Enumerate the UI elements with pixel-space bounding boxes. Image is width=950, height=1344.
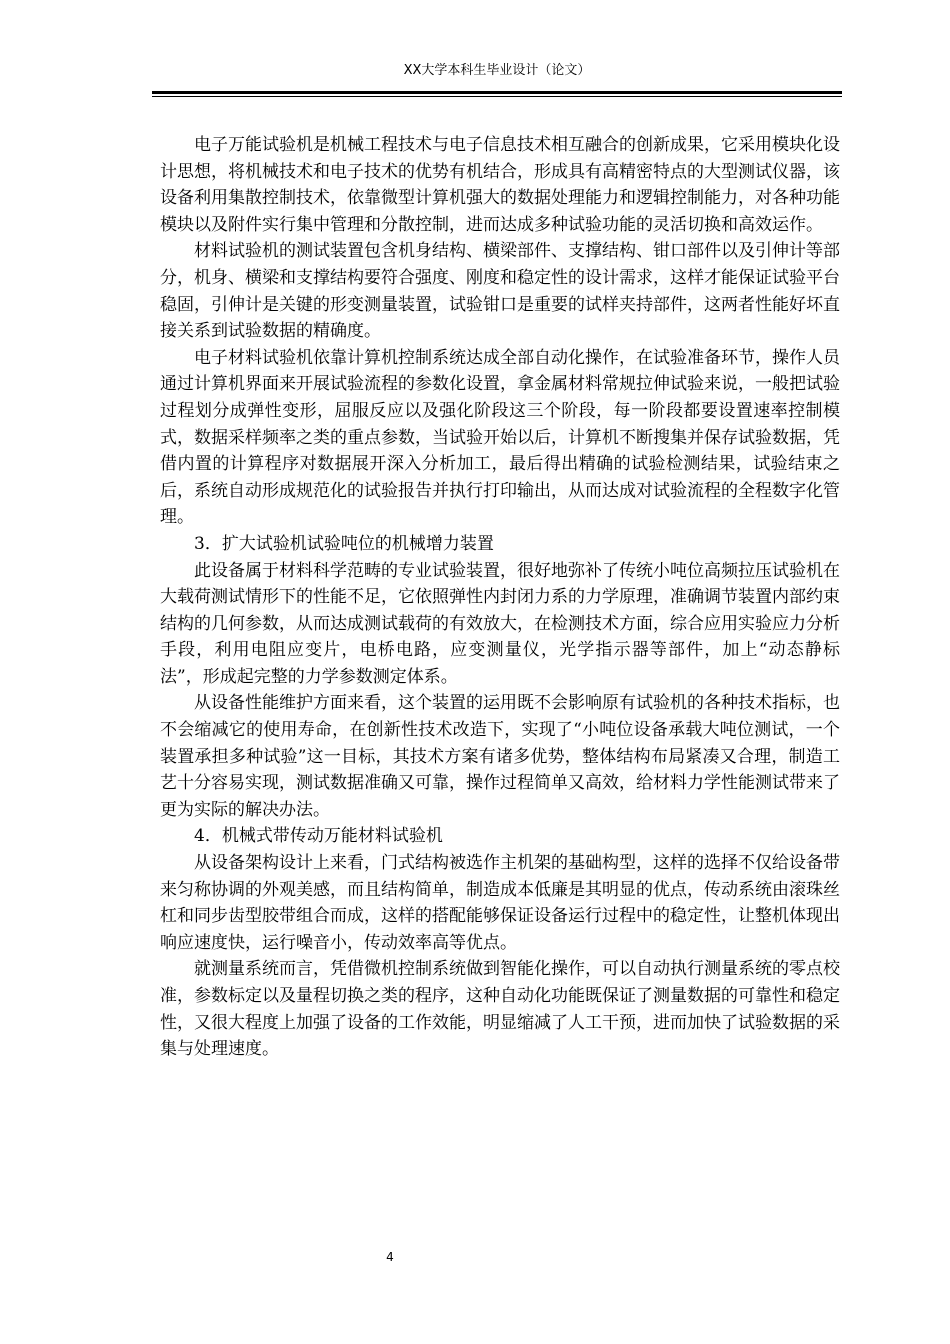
section-heading: 3．扩大试验机试验吨位的机械增力装置	[194, 533, 494, 554]
paragraph: 材料试验机的测试装置包含机身结构、横梁部件、支撑结构、钳口部件以及引伸计等部分，机身、横梁和支撑结构要符合强度、刚度和稳定性的设计需求，这样才能保证试验平台稳固，引伸计是关键的形变测量装置，试验钳口是重要的试样夹持部件，这两者性能好坏直接关系到试验数据的精确度。	[160, 241, 840, 342]
header-rule-thick	[152, 91, 842, 94]
paragraph: 从设备性能维护方面来看，这个装置的运用既不会影响原有试验机的各种技术指标，也不会缩减它的使用寿命，在创新性技术改造下，实现了“小吨位设备承载大吨位测试，一个装置承担多种试验”这一目标，其技术方案有诸多优势，整体结构布局紧凑又合理，制造工艺十分容易实现，测试数据准确又可靠，操作过程简单又高效，给材料力学性能测试带来了更为实际的解决办法。	[160, 693, 840, 820]
paragraph: 从设备架构设计上来看，门式结构被选作主机架的基础构型，这样的选择不仅给设备带来匀称协调的外观美感，而且结构简单，制造成本低廉是其明显的优点，传动系统由滚珠丝杠和同步齿型胶带组合而成，这样的搭配能够保证设备运行过程中的稳定性，让整机体现出响应速度快，运行噪音小，传动效率高等优点。	[160, 853, 840, 953]
paragraph: 电子材料试验机依靠计算机控制系统达成全部自动化操作，在试验准备环节，操作人员通过计算机界面来开展试验流程的参数化设置，拿金属材料常规拉伸试验来说，一般把试验过程划分成弹性变形，屈服反应以及强化阶段这三个阶段，每一阶段都要设置速率控制模式，数据采样频率之类的重点参数，当试验开始以后，计算机不断搜集并保存试验数据，凭借内置的计算程序对数据展开深入分析加工，最后得出精确的试验检测结果，试验结束之后，系统自动形成规范化的试验报告并执行打印输出，从而达成对试验流程的全程数字化管理。	[160, 347, 840, 528]
body-text	[160, 132, 840, 1063]
paragraph: 此设备属于材料科学范畴的专业试验装置，很好地弥补了传统小吨位高频拉压试验机在大载荷测试情形下的性能不足，它依照弹性内封闭力系的力学原理，准确调节装置内部约束结构的几何参数，从而达成测试载荷的有效放大，在检测技术方面，综合应用实验应力分析手段，利用电阻应变片，电桥电路，应变测量仪，光学指示器等部件，加上“动态静标法”，形成起完整的力学参数测定体系。	[160, 560, 840, 687]
page-header: XX大学本科生毕业设计（论文）	[403, 63, 591, 78]
header-rule-thin	[152, 96, 842, 97]
paragraph: 就测量系统而言，凭借微机控制系统做到智能化操作，可以自动执行测量系统的零点校准，参数标定以及量程切换之类的程序，这种自动化功能既保证了测量数据的可靠性和稳定性，又很大程度上加强了设备的工作效能，明显缩减了人工干预，进而加快了试验数据的采集与处理速度。	[160, 959, 840, 1060]
paragraph: 电子万能试验机是机械工程技术与电子信息技术相互融合的创新成果，它采用模块化设计思想，将机械技术和电子技术的优势有机结合，形成具有高精密特点的大型测试仪器，该设备利用集散控制技术，依靠微型计算机强大的数据处理能力和逻辑控制能力，对各种功能模块以及附件实行集中管理和分散控制，进而达成多种试验功能的灵活切换和高效运作。	[160, 135, 840, 235]
page-number: 4	[386, 1250, 394, 1264]
section-heading: 4．机械式带传动万能材料试验机	[194, 826, 443, 847]
